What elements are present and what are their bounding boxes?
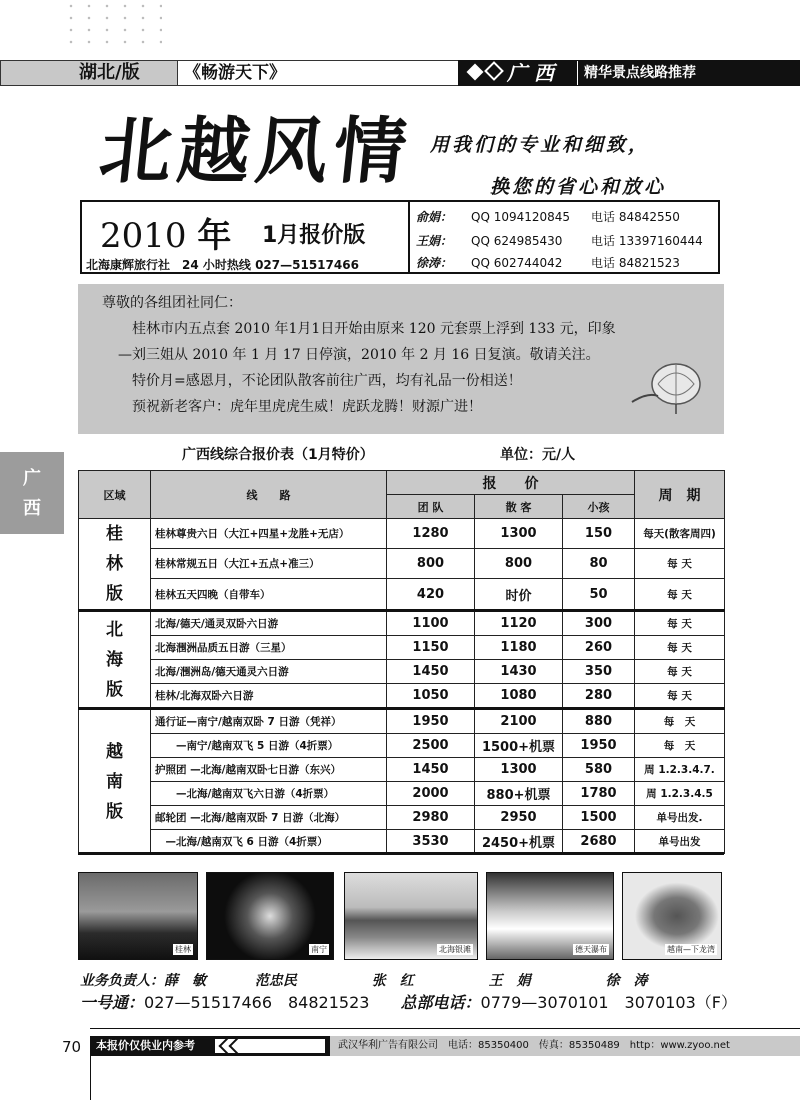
manager-name: 业务负责人：薛 敏 [80, 973, 206, 989]
period-cell: 每 天 [635, 549, 725, 579]
route-cell: 桂林常规五日（大江+五点+准三） [151, 549, 387, 579]
group-price-cell: 2980 [387, 806, 475, 830]
child-price-cell: 350 [563, 660, 635, 684]
phone-line [80, 990, 737, 1013]
recommend-label: 精华景点线路推荐 [577, 61, 799, 85]
individual-price-cell: 1500+机票 [475, 734, 563, 758]
region-char: 南 [106, 771, 123, 792]
child-price-cell: 1950 [563, 734, 635, 758]
period-cell: 每 天 [635, 709, 725, 734]
region-cell [79, 709, 151, 854]
notice-line: —刘三姐从 2010 年 1 月 17 日停演，2010 年 2 月 16 日复演。敬请关注。 [118, 347, 600, 363]
region-char: 版 [106, 801, 123, 822]
header-individual: 散 客 [475, 495, 563, 519]
period-cell: 每天(散客周四) [635, 519, 725, 549]
contact-qq: QQ 1094120845 [471, 210, 571, 224]
manager-name: 张 红 [371, 973, 414, 989]
page-number: 70 [62, 1038, 82, 1056]
route-cell: 北海/德天/通灵双卧六日游 [151, 611, 387, 636]
individual-price-cell: 1080 [475, 684, 563, 709]
disclaimer: 本报价仅供业内参考 [96, 1039, 195, 1052]
header-route: 线 路 [151, 471, 387, 519]
manager-name: 徐 涛 [605, 973, 648, 989]
period-cell: 周 1.2.3.4.7. [635, 758, 725, 782]
photo-beihai [344, 872, 478, 960]
notice-line: 预祝新老客户：虎年里虎虎生威！虎跃龙腾！财源广进！ [132, 399, 482, 415]
contact-row [416, 232, 703, 249]
photo-halong [622, 872, 722, 960]
year-char: 年 [197, 216, 232, 256]
group-price-cell: 1280 [387, 519, 475, 549]
table-row [79, 611, 725, 636]
child-price-cell: 80 [563, 549, 635, 579]
photo-nanning [206, 872, 334, 960]
photo-guilin [78, 872, 198, 960]
group-price-cell: 2000 [387, 782, 475, 806]
header-group: 团 队 [387, 495, 475, 519]
table-header-row [79, 471, 725, 495]
decorative-dot-grid [62, 0, 162, 48]
table-row [79, 806, 725, 830]
table-row [79, 636, 725, 660]
individual-price-cell: 1180 [475, 636, 563, 660]
group-price-cell: 1100 [387, 611, 475, 636]
group-price-cell: 420 [387, 579, 475, 611]
child-price-cell: 260 [563, 636, 635, 660]
chevron-left-icon [215, 1039, 325, 1053]
photo-caption: 越南—下龙湾 [667, 945, 715, 954]
year-label [100, 208, 231, 257]
individual-price-cell: 时价 [475, 579, 563, 611]
agency-name: 北海康辉旅行社 [86, 258, 171, 272]
child-price-cell: 1780 [563, 782, 635, 806]
photo-caption: 桂林 [175, 945, 191, 954]
child-price-cell: 580 [563, 758, 635, 782]
version-label: 1月报价版 [262, 223, 366, 248]
manager-name: 范忠民 [254, 973, 297, 989]
lantern-icon [628, 352, 712, 416]
contact-name: 俞娟： [416, 210, 453, 224]
region-char: 版 [106, 679, 123, 700]
tagline-1: 用我们的专业和细致， [430, 134, 651, 156]
period-cell: 单号出发. [635, 806, 725, 830]
contact-phone: 电话 84842550 [591, 210, 680, 224]
line-label: 一号通： [80, 993, 145, 1012]
contact-qq: QQ 624985430 [471, 234, 563, 248]
publisher-info: 武汉华利广告有限公司 电话：85350400 传真：85350489 http：www.zyoo.net [330, 1036, 800, 1056]
group-price-cell: 1950 [387, 709, 475, 734]
period-cell: 每 天 [635, 579, 725, 611]
contact-phone: 电话 84821523 [591, 256, 680, 270]
table-unit: 单位：元/人 [500, 447, 576, 463]
child-price-cell: 280 [563, 684, 635, 709]
region-char: 林 [106, 554, 123, 574]
individual-price-cell: 800 [475, 549, 563, 579]
header-area: 区域 [79, 471, 151, 519]
year-value: 2010 [100, 216, 187, 256]
individual-price-cell: 1120 [475, 611, 563, 636]
child-price-cell: 50 [563, 579, 635, 611]
diamond-icon [467, 64, 484, 81]
child-price-cell: 300 [563, 611, 635, 636]
route-cell: 桂林五天四晚（自带车） [151, 579, 387, 611]
period-cell: 每 天 [635, 660, 725, 684]
period-cell: 每 天 [635, 636, 725, 660]
notice-line: 桂林市内五点套 2010 年1月1日开始由原来 120 元套票上浮到 133 元，印象 [132, 321, 616, 337]
table-row [79, 830, 725, 854]
table-row [79, 734, 725, 758]
route-cell: 邮轮团 —北海/越南双卧 7 日游（北海） [151, 806, 387, 830]
table-row [79, 579, 725, 611]
table-row [79, 709, 725, 734]
group-price-cell: 2500 [387, 734, 475, 758]
individual-price-cell: 2950 [475, 806, 563, 830]
line-phones: 027—51517466 84821523 [144, 993, 370, 1012]
route-cell: —北海/越南双飞 6 日游（4折票） [151, 830, 387, 854]
bottom-bar [90, 1036, 800, 1056]
contact-name: 王娟： [416, 234, 453, 248]
photo-caption: 北海银滩 [439, 945, 471, 954]
contact-row [416, 208, 680, 225]
header-price: 报 价 [387, 471, 635, 495]
period-cell: 单号出发 [635, 830, 725, 854]
individual-price-cell: 2100 [475, 709, 563, 734]
region-name: 广 西 [507, 61, 554, 85]
table-row [79, 758, 725, 782]
table-row [79, 684, 725, 709]
group-price-cell: 1150 [387, 636, 475, 660]
contact-phone: 电话 13397160444 [591, 234, 703, 248]
slogan-label: 《畅游天下》 [178, 60, 458, 86]
contact-row [416, 254, 680, 271]
side-tab-char: 西 [23, 498, 41, 519]
manager-name: 王 娟 [488, 973, 531, 989]
child-price-cell: 2680 [563, 830, 635, 854]
notice-line: 特价月=感恩月，不论团队散客前往广西，均有礼品一份相送！ [132, 373, 522, 389]
region-cell [79, 519, 151, 611]
main-title: 北越风情 [95, 108, 417, 193]
managers-line [80, 970, 648, 990]
group-price-cell: 1050 [387, 684, 475, 709]
route-cell: 北海/涠洲岛/德天通灵六日游 [151, 660, 387, 684]
child-price-cell: 150 [563, 519, 635, 549]
photo-caption: 南宁 [311, 945, 327, 954]
route-cell: 北海涠洲品质五日游（三星） [151, 636, 387, 660]
header-child: 小孩 [563, 495, 635, 519]
region-char: 桂 [106, 524, 123, 544]
route-cell: —北海/越南双飞六日游（4折票） [151, 782, 387, 806]
route-cell: 通行证—南宁/越南双卧 7 日游（凭祥） [151, 709, 387, 734]
table-row [79, 519, 725, 549]
period-cell: 每 天 [635, 684, 725, 709]
header-period: 周 期 [635, 471, 725, 519]
table-title: 广西线综合报价表（1月特价） [182, 447, 374, 463]
group-price-cell: 1450 [387, 758, 475, 782]
region-banner [458, 60, 800, 86]
margin-rule [90, 1056, 91, 1100]
contact-qq: QQ 602744042 [471, 256, 563, 270]
region-char: 北 [106, 619, 123, 640]
table-bottom-rule [78, 852, 724, 855]
period-cell: 每 天 [635, 734, 725, 758]
photo-caption: 德天瀑布 [575, 945, 607, 954]
price-table [78, 470, 725, 854]
info-divider [408, 200, 410, 274]
table-row [79, 549, 725, 579]
diamond-outline-icon [484, 61, 504, 81]
table-row [79, 660, 725, 684]
contact-name: 徐涛： [416, 256, 453, 270]
individual-price-cell: 1300 [475, 519, 563, 549]
region-char: 海 [106, 649, 123, 670]
child-price-cell: 880 [563, 709, 635, 734]
group-price-cell: 800 [387, 549, 475, 579]
group-price-cell: 3530 [387, 830, 475, 854]
side-tab-char: 广 [23, 468, 41, 489]
route-cell: —南宁/越南双飞 5 日游（4折票） [151, 734, 387, 758]
side-tab-guangxi [0, 452, 64, 534]
table-row [79, 782, 725, 806]
region-char: 版 [106, 584, 123, 604]
route-cell: 桂林尊贵六日（大江+四星+龙胜+无店） [151, 519, 387, 549]
footer-rule [90, 1028, 800, 1029]
route-cell: 桂林/北海双卧六日游 [151, 684, 387, 709]
tagline-2: 换您的省心和放心 [490, 176, 667, 198]
price-table-body [79, 519, 725, 854]
hotline: 24 小时热线 027—51517466 [182, 258, 359, 272]
individual-price-cell: 2450+机票 [475, 830, 563, 854]
individual-price-cell: 1430 [475, 660, 563, 684]
group-price-cell: 1450 [387, 660, 475, 684]
period-cell: 每 天 [635, 611, 725, 636]
photo-detian [486, 872, 614, 960]
edition-label: 湖北/版 [0, 60, 178, 86]
child-price-cell: 1500 [563, 806, 635, 830]
hq-label: 总部电话： [400, 993, 481, 1012]
period-cell: 周 1.2.3.4.5 [635, 782, 725, 806]
region-cell [79, 611, 151, 709]
agency-line [86, 256, 359, 273]
region-char: 越 [106, 741, 123, 762]
route-cell: 护照团 —北海/越南双卧七日游（东兴） [151, 758, 387, 782]
individual-price-cell: 880+机票 [475, 782, 563, 806]
individual-price-cell: 1300 [475, 758, 563, 782]
notice-greeting: 尊敬的各组团社同仁： [102, 295, 242, 311]
hq-phones: 0779—3070101 3070103（F） [480, 993, 737, 1012]
